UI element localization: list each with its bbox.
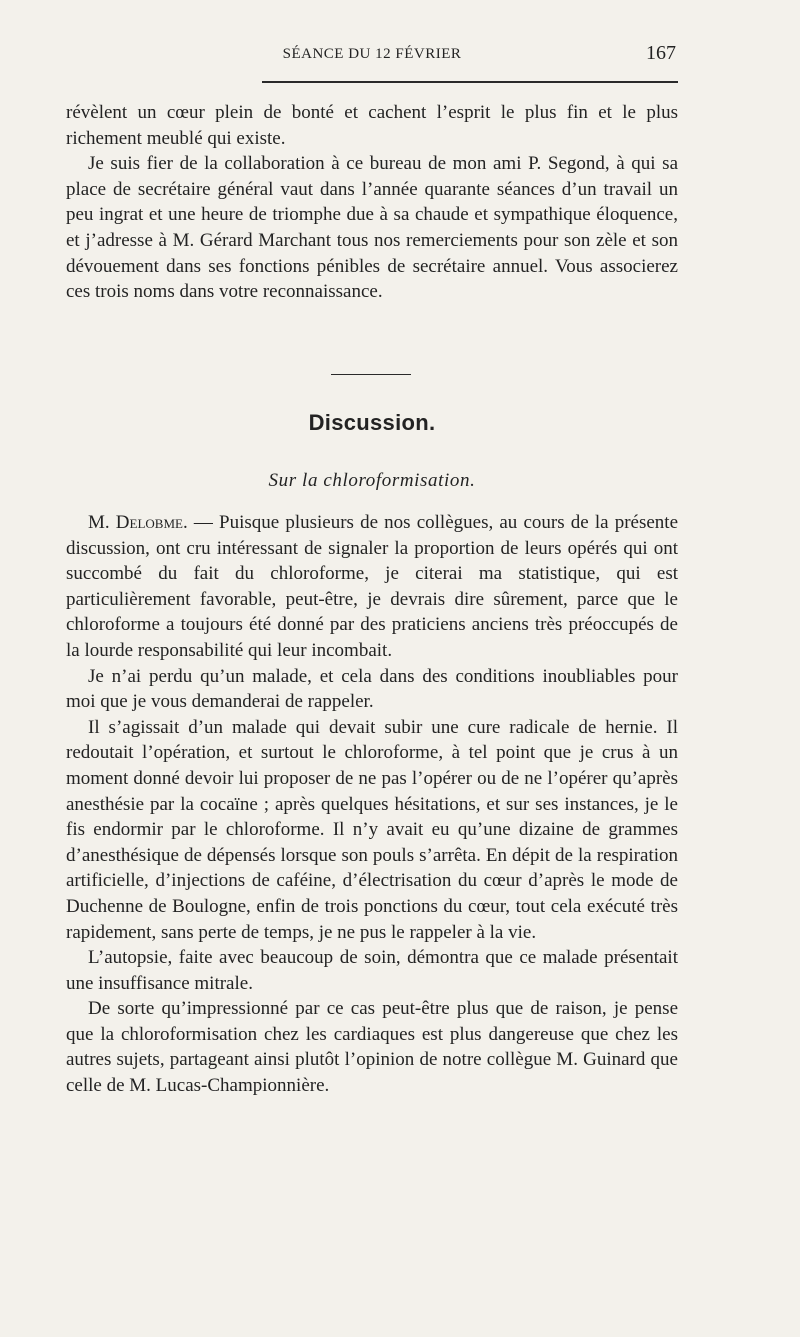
intro-text [66, 100, 678, 305]
page-number: 167 [646, 42, 676, 64]
section-title: Discussion. [308, 410, 436, 435]
running-head [66, 40, 678, 68]
paragraph: Je n’ai perdu qu’un malade, et cela dans des conditions inoubliables pour moi que je vous demanderai de rappeler. [66, 665, 678, 713]
running-title: SÉANCE DU 12 FÉVRIER [282, 46, 462, 62]
discussion-text [66, 510, 678, 1099]
header-rule [262, 81, 678, 83]
paragraph: De sorte qu’impressionné par ce cas peut-être plus que de raison, je pense que la chloroformisation chez les cardiaques est plus dangereuse que chez les autres sujets, partageant ainsi plutôt l’opinion de notre collègue M. Guinard que celle de M. Lucas-Championnière. [66, 998, 678, 1097]
paragraph: Je suis fier de la collaboration à ce bureau de mon ami P. Segond, à qui sa place de secrétaire général vaut dans l’année quarante séances d’un travail un peu ingrat et une heure de triomphe due à sa chaude et sympathique éloquence, et j’adresse à M. Gérard Marchant tous nos remerciements pour son zèle et son dévouement dans ses fonctions pénibles de secrétaire annuel. Vous associerez ces trois noms dans votre reconnaissance. [66, 153, 678, 303]
section-separator [331, 374, 411, 375]
paragraph: Il s’agissait d’un malade qui devait subir une cure radicale de hernie. Il redoutait l’opération, et surtout le chloroforme, à tel point que je crus à un moment donné devoir lui proposer de ne pas l’opérer ou de ne l’opérer qu’après anesthésie par la cocaïne ; après quelques hésitations, et sur ses instances, je le fis endormir par le chloroforme. Il n’y avait eu qu’une dizaine de grammes d’anesthésique de dépensés lorsque son pouls s’arrêta. En dépit de la respiration artificielle, d’injections de caféine, d’électrisation du cœur d’après le mode de Duchenne de Boulogne, enfin de trois ponctions du cœur, tout cela exécuté très rapidement, sans perte de temps, je ne pus le rappeler à la vie. [66, 716, 678, 943]
subsection-title: Sur la chloroformisation. [268, 470, 476, 491]
paragraph: L’autopsie, faite avec beaucoup de soin, démontra que ce malade présentait une insuffisance mitrale. [66, 947, 678, 994]
paragraph-text: — Puisque plusieurs de nos collègues, au cours de la présente discussion, ont cru intéressant de signaler la proportion de leurs opérés qui ont succombé du fait du chloroforme, je citerai ma statistique, qui est particulièrement favorable, peut-être, je devrais dire sûrement, parce que le chloroforme a toujours été donné par des praticiens anciens très préoccupés de la lourde responsabilité qui leur incombait. [66, 512, 679, 661]
paragraph [66, 510, 678, 664]
speaker-name: M. Delobme. [88, 512, 188, 533]
paragraph: révèlent un cœur plein de bonté et cachent l’esprit le plus fin et le plus richement meublé qui existe. [66, 102, 678, 149]
